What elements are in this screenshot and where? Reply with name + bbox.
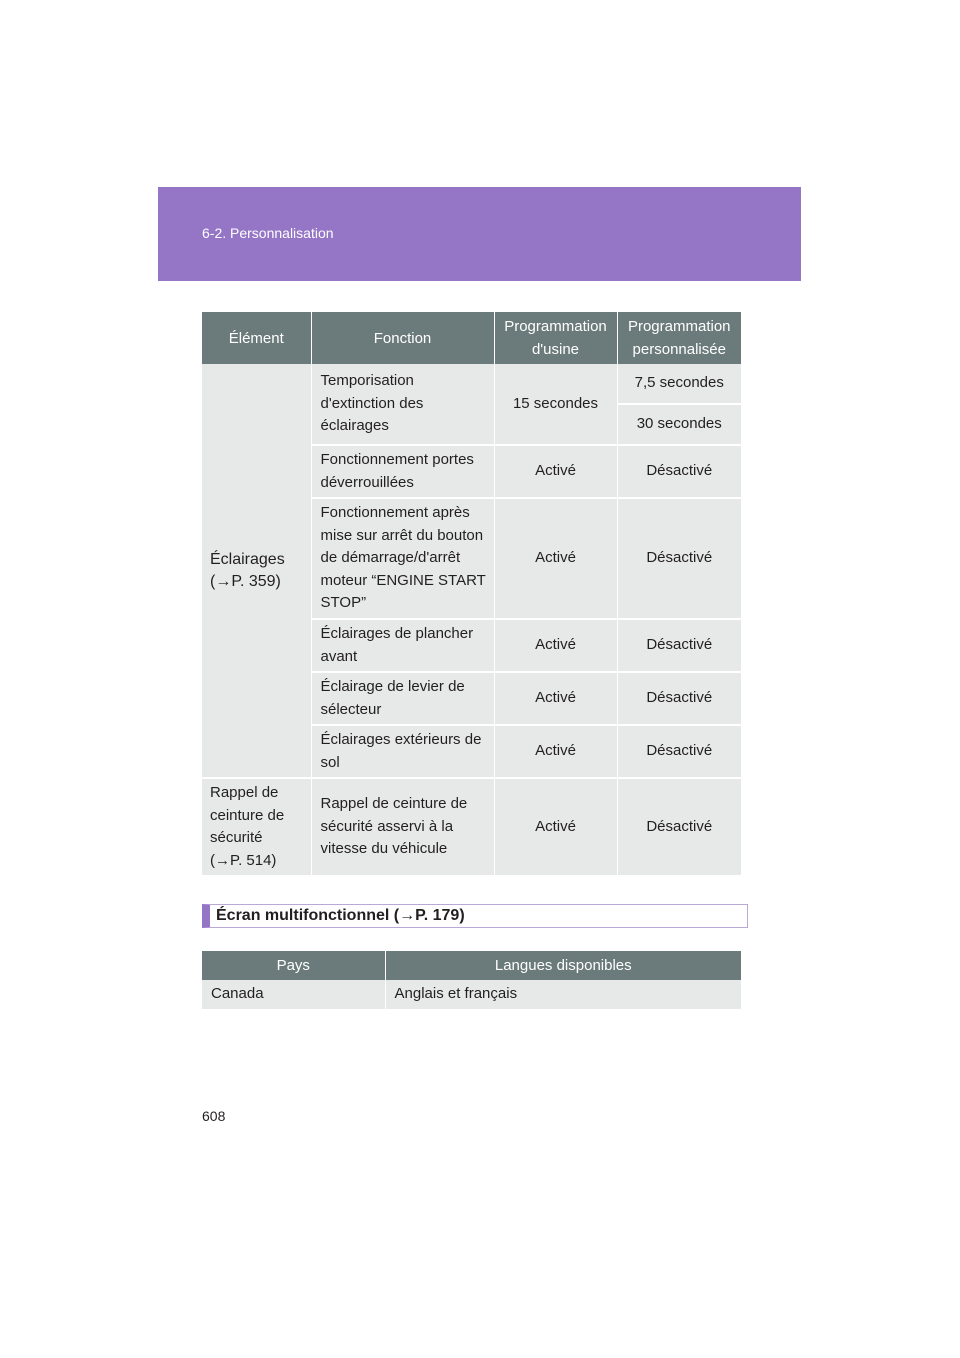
table-row: [202, 778, 741, 875]
factory-value: Activé: [494, 619, 617, 672]
factory-value: Activé: [494, 725, 617, 778]
custom-value: Désactivé: [617, 498, 741, 619]
function-cell: Éclairages extérieurs de sol: [311, 725, 494, 778]
page-number: 608: [202, 1108, 226, 1124]
section-heading-text: Écran multifonctionnel (→P. 179): [216, 907, 465, 924]
column-header-function: Fonction: [311, 312, 494, 364]
factory-value: Activé: [494, 672, 617, 725]
section-heading: [202, 904, 748, 928]
column-header-languages: Langues disponibles: [385, 951, 741, 980]
item-seatbelt: Rappel de ceinture de sécurité (→P. 514): [202, 778, 311, 875]
function-cell: Rappel de ceinture de sécurité asservi à la vitesse du véhicule: [311, 778, 494, 875]
section-label: 6-2. Personnalisation: [202, 225, 334, 241]
table-row: [202, 364, 741, 404]
function-cell: Temporisation d'extinction des éclairages: [311, 364, 494, 445]
custom-value: 30 secondes: [617, 404, 741, 445]
table-row: [202, 980, 741, 1009]
function-cell: Fonctionnement après mise sur arrêt du bouton de démarrage/d'arrêt moteur “ENGINE START STOP”: [311, 498, 494, 619]
factory-value: Activé: [494, 445, 617, 498]
table-header-row: [202, 312, 741, 364]
factory-value: Activé: [494, 778, 617, 875]
function-cell: Éclairage de levier de sélecteur: [311, 672, 494, 725]
custom-value: Désactivé: [617, 725, 741, 778]
column-header-factory-setting: Programmation d'usine: [494, 312, 617, 364]
function-cell: Éclairages de plancher avant: [311, 619, 494, 672]
column-header-country: Pays: [202, 951, 385, 980]
custom-value: Désactivé: [617, 619, 741, 672]
custom-value: Désactivé: [617, 445, 741, 498]
item-lighting: Éclairages (→P. 359): [202, 364, 311, 778]
languages-cell: Anglais et français: [385, 980, 741, 1009]
custom-value: Désactivé: [617, 778, 741, 875]
factory-value: 15 secondes: [494, 364, 617, 445]
languages-table: [202, 951, 741, 1009]
column-header-custom-setting: Programmation personnalisée: [617, 312, 741, 364]
column-header-element: Élément: [202, 312, 311, 364]
custom-value: Désactivé: [617, 672, 741, 725]
country-cell: Canada: [202, 980, 385, 1009]
header-band: [158, 187, 801, 281]
function-cell: Fonctionnement portes déverrouillées: [311, 445, 494, 498]
settings-table: [202, 312, 741, 875]
table-header-row: [202, 951, 741, 980]
custom-value: 7,5 secondes: [617, 364, 741, 404]
factory-value: Activé: [494, 498, 617, 619]
